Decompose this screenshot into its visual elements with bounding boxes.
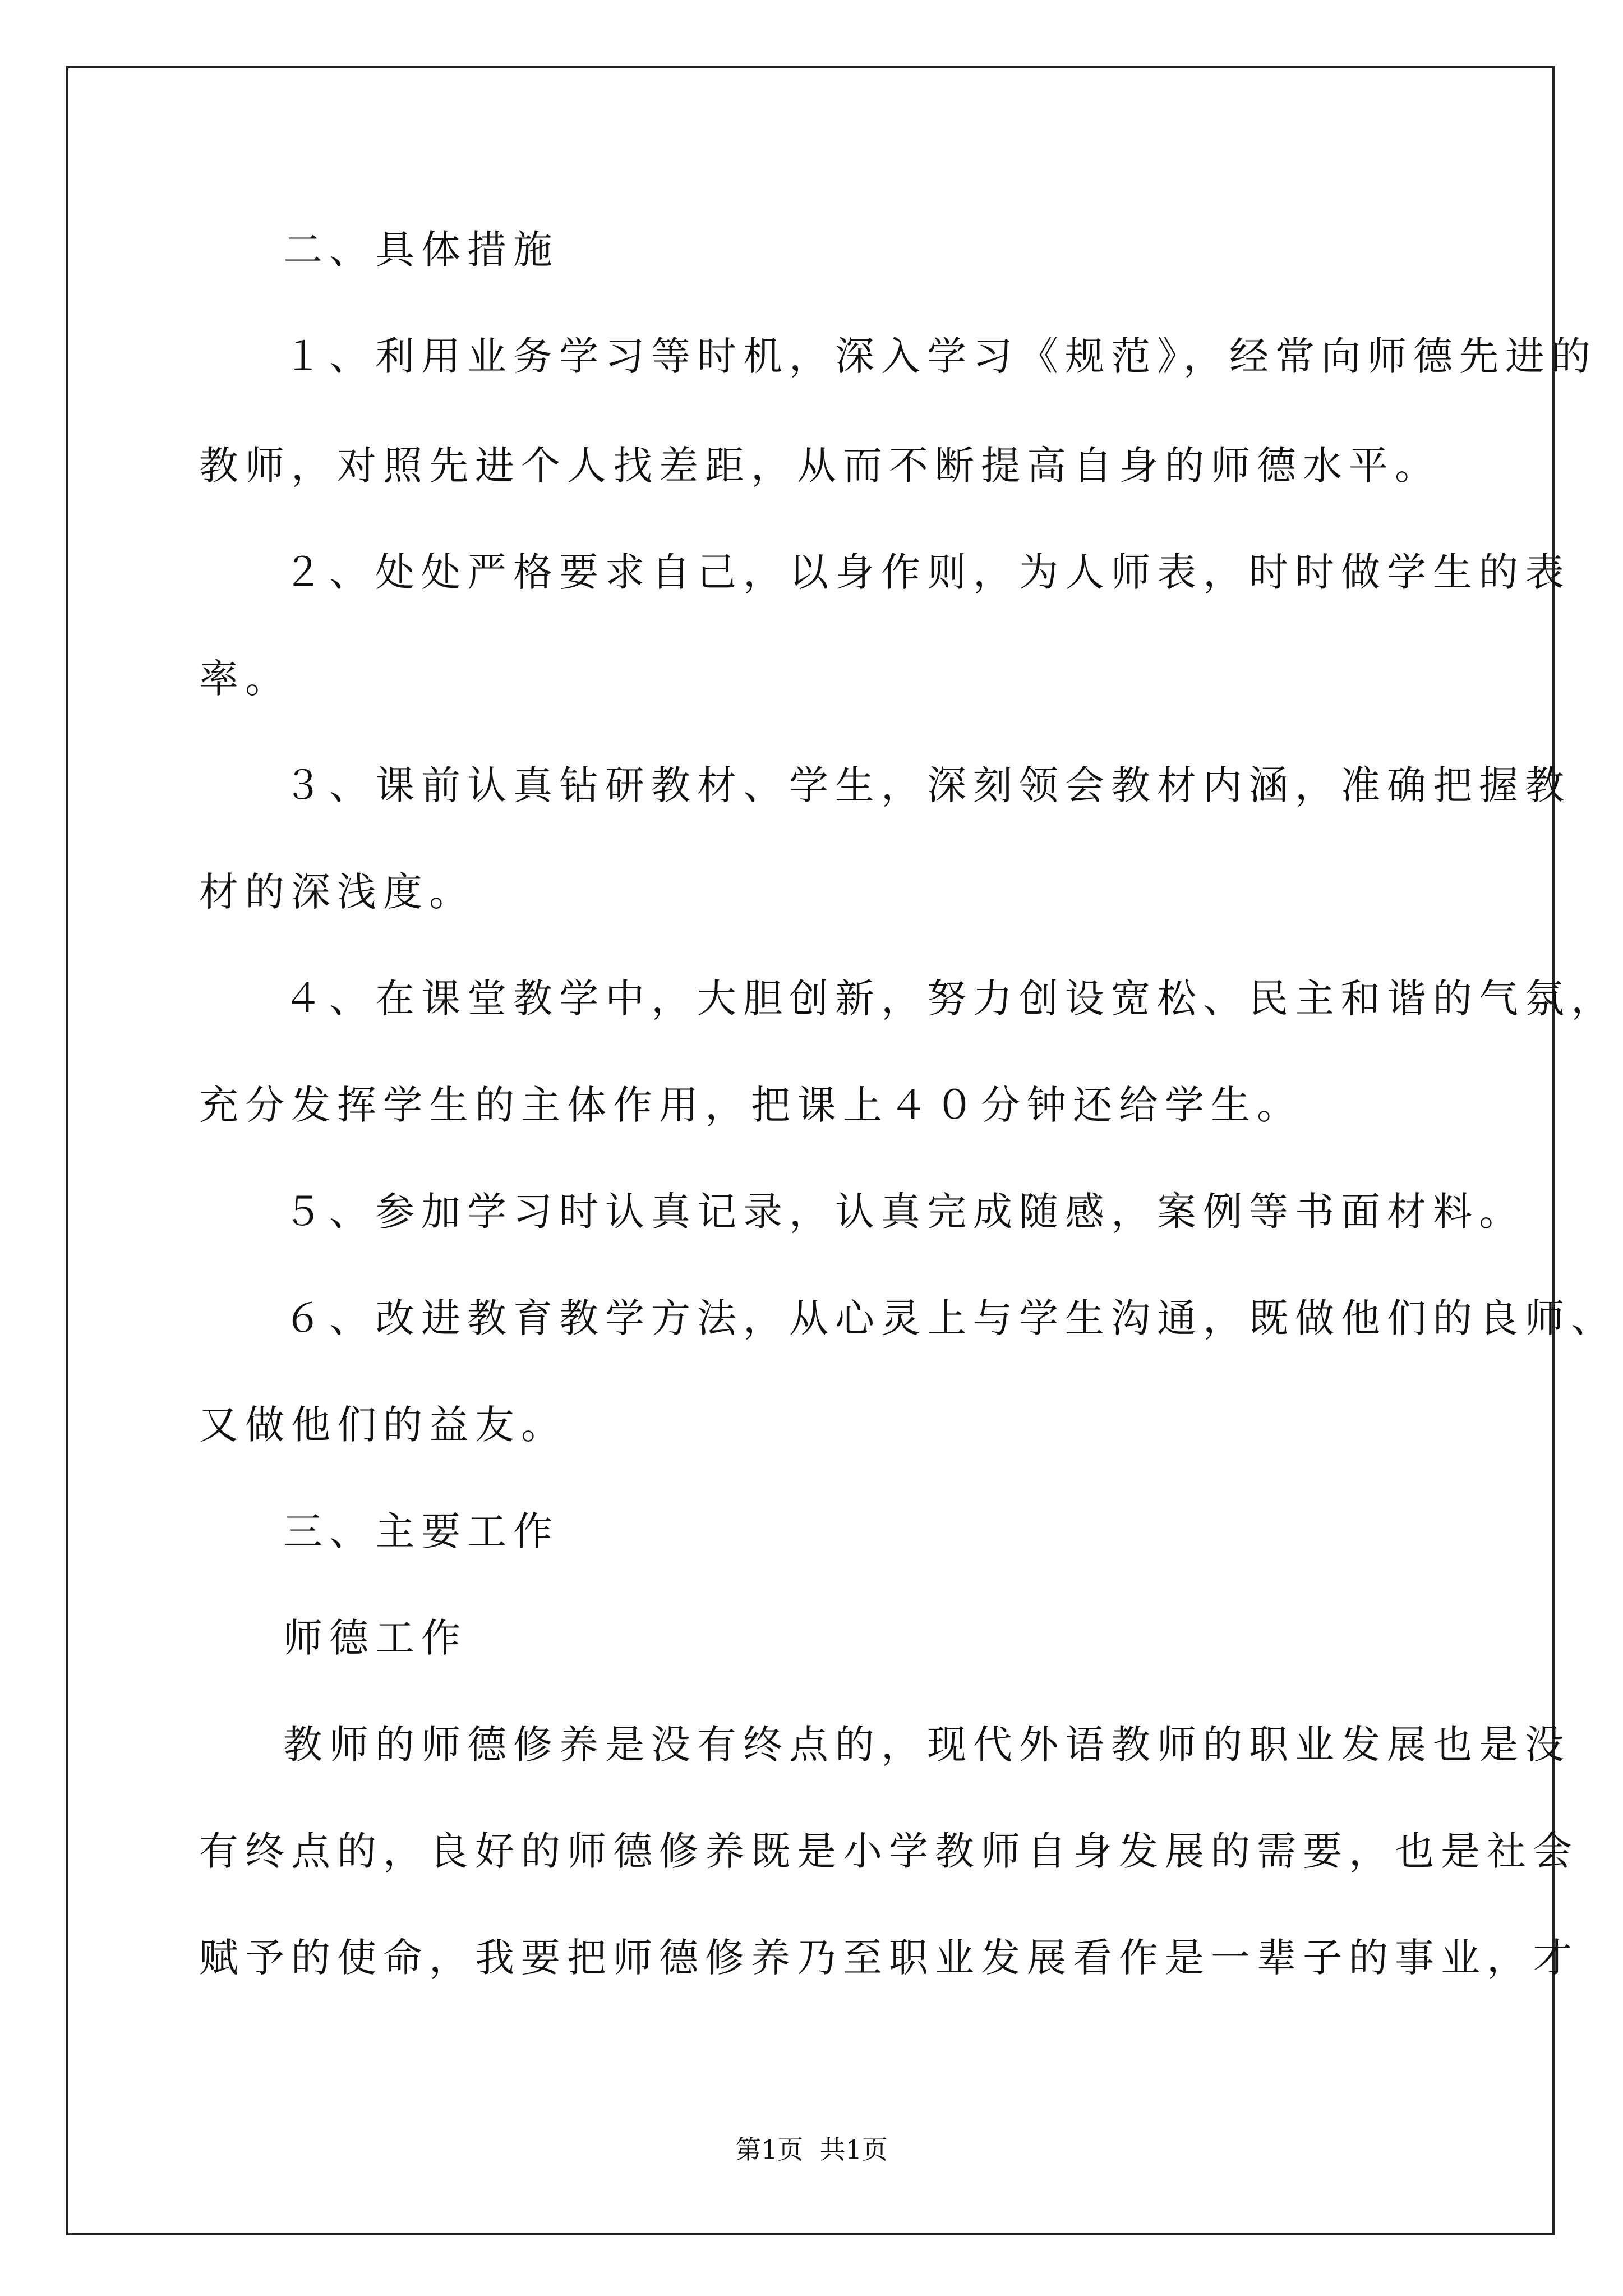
paragraph-6-line-2: 又做他们的益友。 bbox=[199, 1402, 567, 1448]
heading-main-work: 三、主要工作 bbox=[283, 1508, 559, 1554]
paragraph-7-line-3: 赋予的使命，我要把师德修养乃至职业发展看作是一辈子的事业，才 bbox=[199, 1935, 1579, 1981]
paragraph-7-line-2: 有终点的，良好的师德修养既是小学教师自身发展的需要，也是社会 bbox=[199, 1828, 1579, 1874]
page-border bbox=[66, 66, 1555, 2235]
paragraph-4-line-1: ４、在课堂教学中，大胆创新，努力创设宽松、民主和谐的气氛， bbox=[283, 976, 1617, 1022]
paragraph-6-line-1: ６、改进教育教学方法，从心灵上与学生沟通，既做他们的良师、 bbox=[283, 1295, 1617, 1341]
paragraph-4-line-2: 充分发挥学生的主体作用，把课上４０分钟还给学生。 bbox=[199, 1082, 1303, 1128]
page-number-footer: 第1页 共1页 bbox=[735, 2134, 888, 2165]
heading-measures: 二、具体措施 bbox=[283, 227, 559, 273]
paragraph-5-line-1: ５、参加学习时认真记录，认真完成随感，案例等书面材料。 bbox=[283, 1189, 1525, 1235]
paragraph-1-line-1: １、利用业务学习等时机，深入学习《规范》，经常向师德先进的 bbox=[283, 333, 1597, 379]
paragraph-7-line-1: 教师的师德修养是没有终点的，现代外语教师的职业发展也是没 bbox=[283, 1722, 1571, 1768]
paragraph-2-line-2: 率。 bbox=[199, 656, 291, 702]
paragraph-3-line-1: ３、课前认真钻研教材、学生，深刻领会教材内涵，准确把握教 bbox=[283, 762, 1571, 808]
paragraph-3-line-2: 材的深浅度。 bbox=[199, 869, 475, 915]
paragraph-2-line-1: ２、处处严格要求自己，以身作则，为人师表，时时做学生的表 bbox=[283, 549, 1571, 595]
subheading-ethics-work: 师德工作 bbox=[283, 1615, 467, 1661]
paragraph-1-line-2: 教师，对照先进个人找差距，从而不断提高自身的师德水平。 bbox=[199, 443, 1441, 489]
